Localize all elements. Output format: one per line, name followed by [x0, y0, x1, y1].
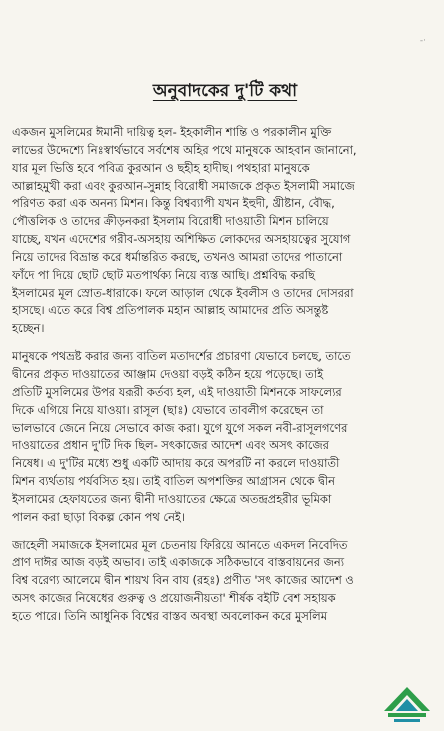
- text-line: ইসলামের মূল স্রোত-ধারাকে। ফলে আড়াল থেকে ইবলীস ও তাদের দোসররা: [12, 285, 354, 300]
- text-line: জাহেলী সমাজকে ইসলামের মূল চেতনায় ফিরিয়ে আনতে একদল নিবেদিত: [12, 537, 348, 552]
- text-line: বিশ্ব বরেণ্য আলেমে দ্বীন শায়খ বিন বায (রহঃ) প্রণীত 'সৎ কাজের আদেশ ও: [12, 573, 354, 588]
- paragraph-2: [12, 348, 438, 526]
- text-line: হচ্ছেন।: [12, 321, 45, 336]
- corner-mark: -·: [419, 36, 426, 46]
- text-line: মানুষকে পথভ্রষ্ট করার জন্য বাতিল মতাদর্শের প্রচারণা যেভাবে চলছে, তাতে: [12, 349, 351, 364]
- text-line: আল্লাহমুখী করা এবং কুরআন-সুন্নাহ বিরোধী সমাজকে প্রকৃত ইসলামী সমাজে: [12, 178, 355, 193]
- text-line: দ্বীনের প্রকৃত দাওয়াতের আঞ্জাম দেওয়া বড়ই কঠিন হয়ে পড়েছে। তাই: [12, 366, 324, 381]
- text-line: পরিণত করা এক অনন্য মিশন। কিন্তু বিশ্বব্যাপী যখন ইহুদী, খ্রীষ্টান, বৌদ্ধ,: [12, 196, 335, 211]
- text-line: পালন করা ছাড়া বিকল্প কোন পথ নেই।: [12, 509, 185, 524]
- text-line: যার মূল ভিত্তি হবে পবিত্র কুরআন ও ছহীহ হাদীছ। পথহারা মানুষকে: [12, 160, 310, 175]
- text-line: ফাঁদে পা দিয়ে ছোট ছোট মতপার্থক্য নিয়ে ব্যস্ত আছি। প্রশ্নবিদ্ধ করছি: [12, 267, 315, 282]
- publisher-logo-icon: [380, 685, 434, 725]
- text-line: ভালভাবে জেনে নিয়ে সেভাবে কাজ করা। যুগে যুগে সকল নবী-রাসূলগণের: [12, 420, 348, 435]
- text-line: পৌত্তলিক ও তাদের ক্রীড়নকরা ইসলাম বিরোধী দাওয়াতী মিশন চালিয়ে: [12, 214, 329, 229]
- paragraph-3: [12, 537, 438, 626]
- text-line: নিয়ে তাদের বিভ্রান্ত করে ধর্মান্তরিত করছে, তখনও আমরা তাদের পাতানো: [12, 249, 343, 264]
- text-line: মিশন ব্যর্থতায় পর্যবসিত হয়। তাই বাতিল অপশক্তির আগ্রাসন থেকে দ্বীন: [12, 474, 336, 489]
- page-title: অনুবাদকের দু'টি কথা: [152, 81, 298, 101]
- text-line: নিষেধ। এ দু'টির মধ্যে শুধু একটি আদায় করে অপরটি না করলে দাওয়াতী: [12, 456, 340, 471]
- text-line: ইসলামের হেফাযতের জন্য দ্বীনী দাওয়াতের ক্ষেত্রে অতন্দ্রপ্রহরীর ভূমিকা: [12, 491, 332, 506]
- text-line: প্রাণ দাঈর আজ বড়ই অভাব। তাই একাজকে সঠিকভাবে বাস্তবায়নের জন্য: [12, 555, 345, 570]
- text-line: যাচ্ছে, যখন এদেশের গরীব-অসহায় অশিক্ষিত লোকদের অসহায়ত্বের সুযোগ: [12, 232, 351, 247]
- text-line: একজন মুসলিমের ঈমানী দায়িত্ব হল- ইহকালীন শান্তি ও পরকালীন মুক্তি: [12, 125, 332, 139]
- text-line: হাসছে। এতে করে বিশ্ব প্রতিপালক মহান আল্লাহ আমাদের প্রতি অসন্তুষ্ট: [12, 303, 329, 318]
- text-line: দাওয়াতের প্রধান দু'টি দিক ছিল- সৎকাজের আদেশ এবং অসৎ কাজের: [12, 438, 329, 453]
- text-line: প্রতিটি মুসলিমের উপর যরূরী কর্তব্য হল, এই দাওয়াতী মিশনকে সাফল্যের: [12, 384, 342, 399]
- text-line: হতে পারে। তিনি আধুনিক বিশ্বের বাস্তব অবস্থা অবলোকন করে মুসলিম: [12, 608, 328, 623]
- paragraph-1: [12, 124, 438, 338]
- body-text: [12, 124, 438, 626]
- text-line: লাভের উদ্দেশ্যে নিঃস্বার্থভাবে সর্বশেষ অহির পথে মানুষকে আহবান জানানো,: [12, 142, 357, 157]
- text-line: দিকে এগিয়ে নিয়ে যাওয়া। রাসূল (ছাঃ) যেভাবে তাবলীগ করেছেন তা: [12, 402, 324, 417]
- text-line: অসৎ কাজের নিষেধের গুরুত্ব ও প্রয়োজনীয়তা' শীর্ষক বইটি বেশ সহায়ক: [12, 591, 336, 606]
